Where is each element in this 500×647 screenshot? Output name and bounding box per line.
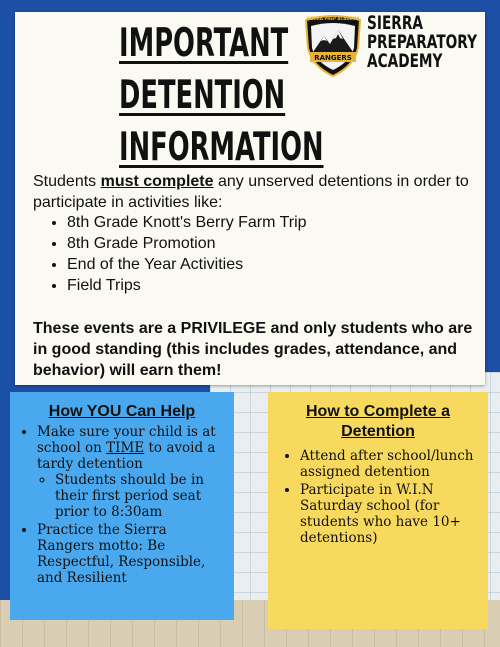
school-name-line: PREPARATORY xyxy=(367,31,477,53)
list-item: • Field Trips xyxy=(67,275,307,296)
title-line: DETENTION xyxy=(119,73,286,118)
rangers-shield-logo-icon xyxy=(302,14,364,78)
list-item: ◦ Students should be in their first period seat prior to 8:30am xyxy=(55,472,227,520)
help-list xyxy=(25,424,227,586)
help-box xyxy=(10,392,234,620)
list-item: • 8th Grade Knott's Berry Farm Trip xyxy=(67,212,307,233)
school-name-line: SIERRA xyxy=(367,12,423,34)
school-name-line: ACADEMY xyxy=(367,50,443,72)
help-item-text: to avoid a tardy detention xyxy=(37,440,216,472)
list-item: • Practice the Sierra Rangers motto: Be Respectful, Responsible, and Resilient xyxy=(37,522,227,586)
logo-arc-text: SIERRA PREP ACADEMY xyxy=(306,16,360,21)
help-item-text: Make sure your child is at school on xyxy=(37,424,216,456)
complete-heading: How to Complete a Detention xyxy=(305,403,450,440)
info-card xyxy=(15,12,485,385)
logo-banner-text: RANGERS xyxy=(314,54,352,62)
intro-emphasis: must complete xyxy=(100,173,214,190)
list-item: • 8th Grade Promotion xyxy=(67,233,307,254)
list-item xyxy=(37,424,227,520)
activities-list xyxy=(47,212,307,296)
help-sublist xyxy=(37,472,227,520)
complete-box xyxy=(268,392,488,629)
page-title xyxy=(119,18,324,174)
title-line: INFORMATION xyxy=(119,125,324,170)
school-name xyxy=(367,12,477,72)
intro-after: any unserved detentions in order to participate in activities like: xyxy=(33,173,469,211)
help-heading: How YOU Can Help xyxy=(48,403,196,420)
complete-list xyxy=(288,448,485,546)
title-line: IMPORTANT xyxy=(119,21,289,66)
intro-text xyxy=(33,171,473,213)
list-item: • End of the Year Activities xyxy=(67,254,307,275)
intro-before: Students xyxy=(33,173,101,190)
help-item-time: TIME xyxy=(106,440,145,456)
list-item: • Participate in W.I.N Saturday school (for students who have 10+ detentions) xyxy=(300,482,485,546)
list-item: • Attend after school/lunch assigned detention xyxy=(300,448,485,480)
privilege-note: These events are a PRIVILEGE and only students who are in good standing (this includes grades, attendance, and behavior) will earn them! xyxy=(33,320,473,379)
